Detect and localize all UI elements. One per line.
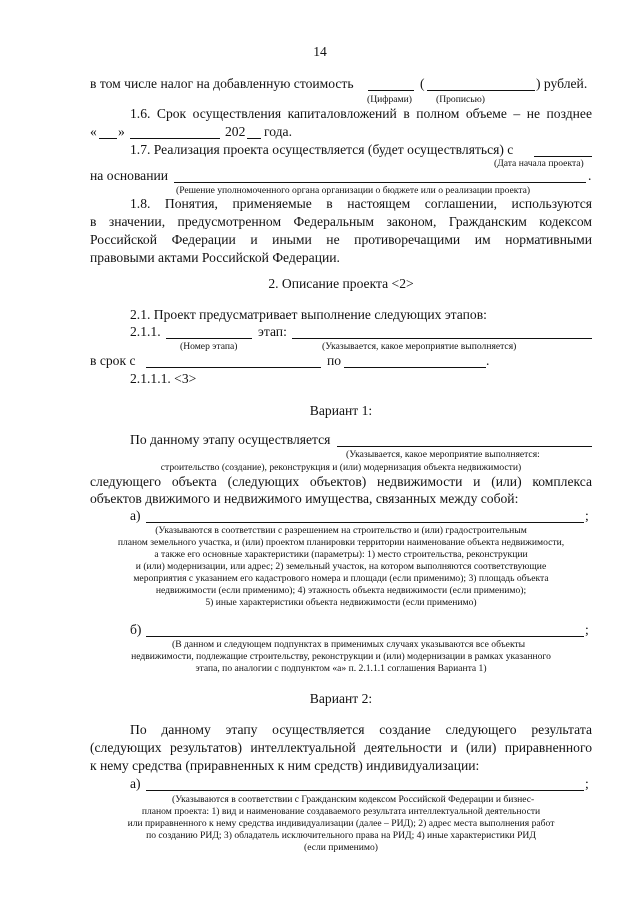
stage-number-blank — [166, 338, 252, 339]
variant-1-a-caption: 5) иные характеристики объекта недвижимости (если применимо) — [205, 597, 477, 608]
variant-2-a-caption: по созданию РИД; 3) обладатель исключительного права на РИД; 4) иные характеристики РИД — [146, 830, 536, 841]
quote-open: « — [90, 124, 97, 139]
para-2-1-1: 2.1.1. — [130, 324, 161, 339]
para-1-8-line1: 1.8. Понятия, применяемые в настоящем соглашении, используются — [130, 196, 592, 211]
variant-1-b-end: ; — [585, 622, 589, 637]
basis-dot: . — [588, 168, 592, 183]
page-number: 14 — [313, 44, 327, 59]
para-1-8-line4: правовыми актами Российской Федерации. — [90, 250, 340, 265]
stage-activity-blank — [292, 338, 592, 339]
term-to-blank — [344, 367, 486, 368]
variant-1-a-caption: планом земельного участка, и (или) проектом планировки территории наименование объекта недвижимости, — [117, 537, 565, 548]
caption-words: (Прописью) — [436, 94, 485, 105]
variant-1-b-caption: (В данном и следующем подпунктах в применимых случаях указываются все объекты — [172, 639, 526, 650]
caption-stage-number: (Номер этапа) — [180, 341, 238, 352]
variant-1-b-caption: недвижимости, подлежащие строительству, реконструкции и (или) модернизации в рамках указанного — [131, 651, 551, 662]
variant-2-a-end: ; — [585, 776, 589, 791]
day-blank — [99, 138, 117, 139]
vat-tail: ) рублей. — [536, 76, 588, 91]
variant-2-line1: По данному этапу осуществляется создание следующего результата — [130, 722, 592, 737]
para-1-7-line1: 1.7. Реализация проекта осуществляется (будет осуществляться) с — [130, 142, 514, 157]
variant-1-a-end: ; — [585, 508, 589, 523]
basis-label: на основании — [90, 168, 169, 183]
variant-2-a-caption: (Указываются в соответствии с Гражданским кодексом Российской Федерации и бизнес- — [172, 794, 535, 805]
variant-1-b-blank — [146, 636, 584, 637]
caption-start-date: (Дата начала проекта) — [494, 158, 584, 169]
quote-close: » — [118, 124, 125, 139]
variant-1-title: Вариант 1: — [309, 403, 373, 418]
variant-2-a-blank — [146, 790, 584, 791]
vat-text: в том числе налог на добавленную стоимость — [90, 76, 354, 91]
start-date-blank — [534, 156, 592, 157]
variant-1-line2: объектов движимого и недвижимого имущества, связанных между собой: — [90, 491, 519, 506]
vat-digits-blank — [368, 90, 414, 91]
variant-1-line1: следующего объекта (следующих объектов) недвижимости и (или) комплекса — [90, 474, 592, 489]
variant-1-a-caption: а также его основные характеристики (параметры): 1) место строительства, реконструкции — [154, 549, 528, 560]
year-blank — [247, 138, 261, 139]
variant-2-a-caption: планом проекта: 1) вид и наименование создаваемого результата интеллектуальной деятельности — [141, 806, 541, 817]
variant-1-caption-2: строительство (создание), реконструкция и (или) модернизация объекта недвижимости) — [160, 462, 522, 473]
caption-digits: (Цифрами) — [367, 94, 412, 105]
variant-1-a-caption: (Указываются в соответствии с разрешением на строительство и (или) градостроительным — [155, 525, 527, 536]
vat-words-blank — [427, 90, 535, 91]
vat-paren-open: ( — [420, 76, 425, 91]
year-prefix: 202 — [225, 124, 246, 139]
variant-2-line3: к нему средства (приравненных к ним средств) индивидуализации: — [90, 758, 480, 773]
para-1-6-line1: 1.6. Срок осуществления капиталовложений в полном объеме – не позднее — [130, 106, 592, 121]
caption-stage-activity: (Указывается, какое мероприятие выполняется) — [322, 341, 517, 352]
variant-1-a-label: а) — [130, 508, 141, 523]
para-1-8-line2: в значении, предусмотренном Федеральным законом, Гражданским кодексом — [90, 214, 592, 229]
month-blank — [130, 138, 220, 139]
basis-blank — [174, 182, 586, 183]
variant-1-caption-1: (Указывается, какое мероприятие выполняется: — [346, 449, 540, 460]
year-word: года. — [264, 124, 292, 139]
variant-2-line2: (следующих результатов) интеллектуальной деятельности и (или) приравненного — [90, 740, 592, 755]
term-from-blank — [146, 367, 321, 368]
variant-1-a-caption: недвижимости (если применимо); 4) этажность объекта недвижимости (если применимо); — [155, 585, 527, 596]
variant-1-activity-blank — [337, 446, 592, 447]
variant-1-b-label: б) — [130, 622, 142, 637]
variant-2-a-caption: (если применимо) — [304, 842, 378, 853]
variant-1-a-caption: мероприятия с указанием его кадастрового номера и площади (если применимо); 3) площадь объекта — [133, 573, 549, 584]
stage-label: этап: — [258, 324, 287, 339]
term-to-label: по — [327, 353, 342, 368]
variant-1-b-caption: этапа, по аналогии с подпунктом «а» п. 2.1.1.1 соглашения Варианта 1) — [195, 663, 487, 674]
variant-2-title: Вариант 2: — [309, 691, 373, 706]
variant-1-a-caption: и (или) модернизации, или адрес; 2) земельный участок, на котором выполняются соответствующие — [135, 561, 547, 572]
term-from-label: в срок с — [90, 353, 136, 368]
caption-decision: (Решение уполномоченного органа организации о бюджете или о реализации проекта) — [176, 185, 531, 196]
term-dot: . — [486, 353, 490, 368]
section-2-title: 2. Описание проекта <2> — [268, 276, 414, 291]
para-2-1-1-1: 2.1.1.1. <3> — [130, 371, 197, 386]
para-2-1: 2.1. Проект предусматривает выполнение следующих этапов: — [130, 307, 487, 322]
para-1-8-line3: Российской Федерации и иными не противоречащими им нормативными — [90, 232, 592, 247]
variant-2-a-caption: или приравненного к нему средства индивидуализации (далее – РИД); 2) адрес места выполнения работ — [127, 818, 555, 829]
variant-1-a-blank — [146, 522, 584, 523]
variant-2-a-label: а) — [130, 776, 141, 791]
variant-1-lead: По данному этапу осуществляется — [130, 432, 331, 447]
